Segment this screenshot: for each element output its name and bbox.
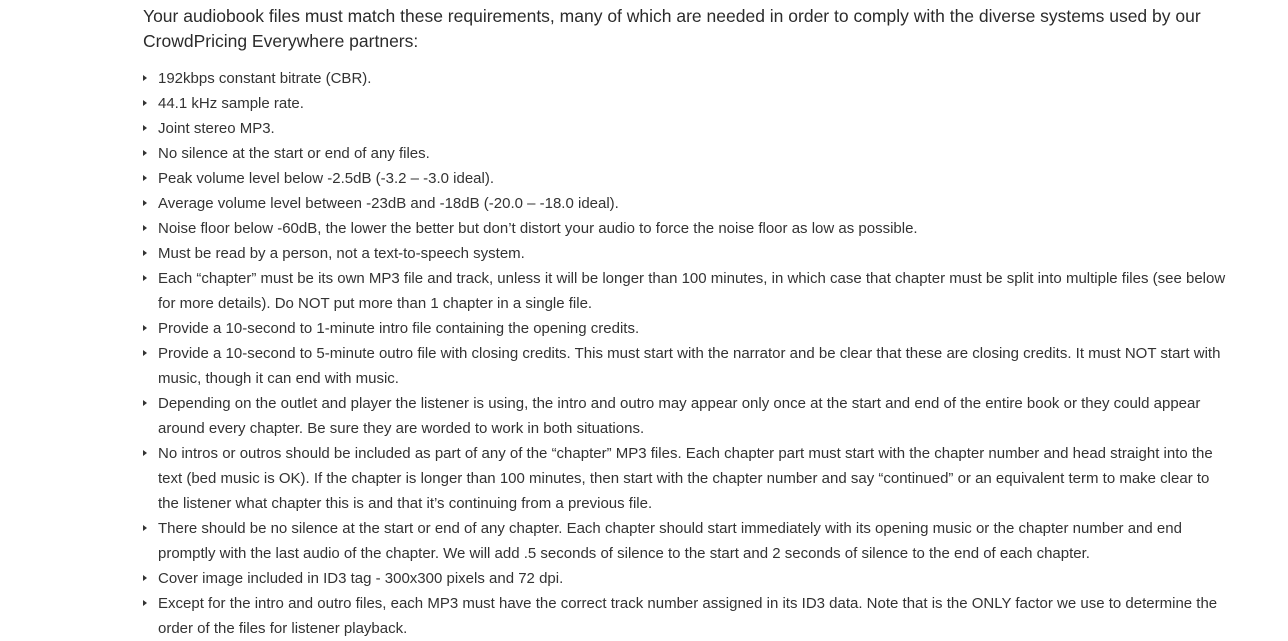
list-item-text: Provide a 10-second to 5-minute outro file with closing credits. This must start with the narrator and be clear that these are closing credits. It must NOT start with music, though it can end with music.: [158, 345, 1221, 387]
list-item-text: Depending on the outlet and player the listener is using, the intro and outro may appear only once at the start and end of the entire book or they could appear around every chapter. Be sure they are worded to work in both situations.: [158, 395, 1201, 437]
requirements-list: [143, 66, 1233, 641]
list-item: [143, 391, 1233, 441]
bullet-icon: [143, 275, 147, 281]
list-item-text: No intros or outros should be included as part of any of the “chapter” MP3 files. Each chapter part must start with the chapter number and head straight into the text (bed music is OK). If the chapter is longer than 100 minutes, then start with the chapter number and say “continued” or an equivalent term to make clear to the listener what chapter this is and that it’s continuing from a previous file.: [158, 445, 1213, 512]
list-item: [143, 566, 1233, 591]
bullet-icon: [143, 225, 147, 231]
bullet-icon: [143, 450, 147, 456]
list-item-text: Cover image included in ID3 tag - 300x300 pixels and 72 dpi.: [158, 570, 564, 587]
bullet-icon: [143, 150, 147, 156]
bullet-icon: [143, 200, 147, 206]
list-item: [143, 91, 1233, 116]
list-item-text: Peak volume level below -2.5dB (-3.2 – -3.0 ideal).: [158, 170, 495, 187]
list-item: [143, 441, 1233, 516]
list-item-text: Noise floor below -60dB, the lower the better but don’t distort your audio to force the noise floor as low as possible.: [158, 220, 918, 237]
bullet-icon: [143, 350, 147, 356]
list-item: [143, 191, 1233, 216]
list-item-text: 44.1 kHz sample rate.: [158, 95, 304, 112]
list-item-text: Must be read by a person, not a text-to-speech system.: [158, 245, 525, 262]
list-item-text: Except for the intro and outro files, each MP3 must have the correct track number assigned in its ID3 data. Note that is the ONLY factor we use to determine the order of the files for listener playback.: [158, 595, 1218, 637]
list-item-text: Each “chapter” must be its own MP3 file and track, unless it will be longer than 100 minutes, in which case that chapter must be split into multiple files (see below for more details). Do NOT put more than 1 chapter in a single file.: [158, 270, 1226, 312]
bullet-icon: [143, 575, 147, 581]
list-item: [143, 216, 1233, 241]
bullet-icon: [143, 400, 147, 406]
list-item-text: Provide a 10-second to 1-minute intro file containing the opening credits.: [158, 320, 640, 337]
list-item-text: No silence at the start or end of any files.: [158, 145, 430, 162]
bullet-icon: [143, 100, 147, 106]
list-item-text: There should be no silence at the start or end of any chapter. Each chapter should start immediately with its opening music or the chapter number and end promptly with the last audio of the chapter. We will add .5 seconds of silence to the start and 2 seconds of silence to the end of each chapter.: [158, 520, 1182, 562]
list-item: [143, 341, 1233, 391]
bullet-icon: [143, 125, 147, 131]
intro-paragraph: Your audiobook files must match these requirements, many of which are needed in order to comply with the diverse systems used by our CrowdPricing Everywhere partners:: [143, 6, 1201, 51]
bullet-icon: [143, 175, 147, 181]
article-content: [143, 4, 1233, 641]
list-item: [143, 116, 1233, 141]
bullet-icon: [143, 600, 147, 606]
list-item: [143, 66, 1233, 91]
list-item: [143, 141, 1233, 166]
list-item: [143, 266, 1233, 316]
bullet-icon: [143, 525, 147, 531]
list-item: [143, 166, 1233, 191]
bullet-icon: [143, 325, 147, 331]
list-item-text: 192kbps constant bitrate (CBR).: [158, 70, 372, 87]
list-item-text: Average volume level between -23dB and -18dB (-20.0 – -18.0 ideal).: [158, 195, 619, 212]
list-item: [143, 241, 1233, 266]
list-item: [143, 316, 1233, 341]
bullet-icon: [143, 75, 147, 81]
list-item: [143, 591, 1233, 641]
list-item: [143, 516, 1233, 566]
list-item-text: Joint stereo MP3.: [158, 120, 275, 137]
bullet-icon: [143, 250, 147, 256]
